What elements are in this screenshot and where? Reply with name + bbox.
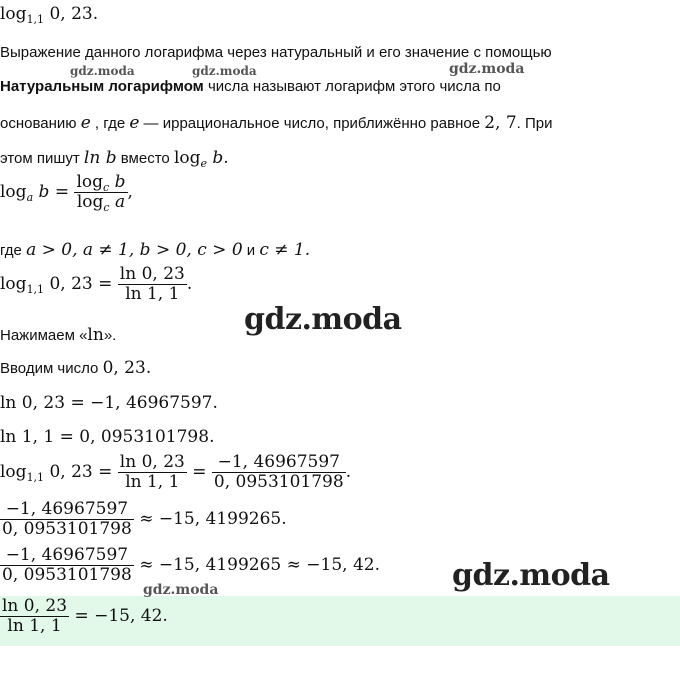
math-ln: ln	[87, 325, 104, 345]
denominator: ln 1, 1	[125, 472, 180, 492]
log-text: log	[0, 462, 27, 482]
numerator: −1, 46967597	[212, 454, 346, 473]
text-part: . При	[516, 115, 553, 132]
fraction	[118, 266, 187, 303]
numerator: ln 0, 23	[119, 452, 185, 472]
log-base: 1,1	[26, 13, 45, 26]
approximation: ≈ −15, 4199265 ≈ −15, 42.	[139, 555, 381, 575]
math-ln-b: ln b	[83, 148, 117, 168]
press-ln-text	[0, 327, 116, 344]
ln-023-result: ln 0, 23 = −1, 46967597.	[0, 393, 218, 413]
watermark-small: gdz.moda	[449, 61, 525, 77]
watermark-small: gdz.moda	[143, 582, 219, 598]
definition-term: Натуральным логарифмом	[0, 78, 204, 95]
math-conditions: a > 0, a ≠ 1, b > 0, c > 0	[26, 240, 243, 260]
math-condition: c ≠ 1.	[259, 240, 311, 260]
text-part: , где	[90, 115, 130, 132]
text-part: этом пишут	[0, 150, 84, 167]
denominator: 0, 0953101798	[213, 472, 344, 492]
log-base: 1,1	[26, 283, 45, 296]
final-answer	[0, 598, 168, 635]
converted-formula	[0, 266, 192, 303]
text-part: вместо	[116, 150, 174, 167]
ln-11-result: ln 1, 1 = 0, 0953101798.	[0, 427, 215, 447]
text-part: — иррациональное число, приближённо равное	[139, 115, 485, 132]
math-log: log	[173, 148, 201, 168]
math-value: 2, 7	[484, 113, 517, 133]
fraction-values	[0, 501, 134, 538]
numerator: −1, 46967597	[0, 501, 134, 520]
log-text: log	[0, 274, 27, 294]
text-part: где	[0, 242, 27, 259]
math-value: 0, 23.	[102, 358, 152, 378]
computed-value	[0, 501, 287, 538]
equals-sign: =	[192, 462, 207, 482]
denominator: 0, 0953101798	[2, 565, 132, 585]
definition-text	[0, 79, 501, 94]
watermark-small: gdz.moda	[192, 64, 257, 78]
lhs: 0, 23 =	[44, 274, 113, 294]
denominator: ln 1, 1	[125, 284, 180, 304]
math-e: e	[129, 113, 140, 133]
watermark-large: gdz.moda	[244, 302, 402, 337]
numerator-arg: b	[109, 172, 126, 192]
text-part: и	[242, 242, 260, 259]
definition-text-2	[0, 115, 553, 132]
definition-rest: числа называют логарифм этого числа по	[203, 78, 501, 95]
math-log-base: e	[200, 157, 208, 170]
text-part: основанию	[0, 115, 81, 132]
task-expression	[0, 4, 99, 26]
answer-fraction	[0, 598, 69, 635]
log-base: 1,1	[26, 471, 45, 484]
numerator: log	[76, 172, 104, 192]
punctuation: ,	[127, 182, 133, 202]
numerator: −1, 46967597	[0, 547, 134, 566]
denominator-base: c	[103, 201, 110, 214]
log-text: log	[0, 4, 27, 24]
fraction-values	[0, 547, 134, 584]
numerator-base: c	[103, 181, 110, 194]
log-base: a	[26, 191, 34, 204]
answer-value: = −15, 42.	[74, 606, 168, 626]
text-part: Вводим число	[0, 360, 103, 377]
math-e: e	[80, 113, 91, 133]
punctuation: .	[345, 462, 352, 482]
notation-text	[0, 148, 229, 170]
denominator: 0, 0953101798	[2, 519, 132, 539]
numerator: ln 0, 23	[119, 264, 185, 284]
fraction	[74, 172, 127, 214]
text-part: ».	[103, 327, 117, 344]
approximation: ≈ −15, 4199265.	[139, 509, 287, 529]
fraction-ln	[118, 454, 187, 491]
math-b: b.	[207, 148, 229, 168]
log-text: log	[0, 182, 27, 202]
lhs: 0, 23 =	[44, 462, 113, 482]
watermark-large: gdz.moda	[452, 558, 610, 593]
denominator-arg: a	[109, 192, 126, 212]
fraction-values	[212, 454, 346, 491]
numerator: ln 0, 23	[2, 596, 68, 616]
rounded-value	[0, 547, 380, 584]
conditions-text	[0, 242, 310, 259]
text-part: Нажимаем «	[0, 327, 88, 344]
log-argument: 0, 23.	[49, 4, 99, 24]
lhs: b =	[33, 182, 70, 202]
intro-text: Выражение данного логарифма через натуральный и его значение с помощью	[0, 44, 552, 61]
change-of-base-formula	[0, 172, 133, 214]
substituted-formula	[0, 454, 351, 491]
watermark-small: gdz.moda	[70, 64, 135, 78]
denominator: ln 1, 1	[7, 616, 62, 636]
enter-number-text	[0, 360, 151, 377]
denominator: log	[76, 192, 104, 212]
punctuation: .	[186, 274, 193, 294]
